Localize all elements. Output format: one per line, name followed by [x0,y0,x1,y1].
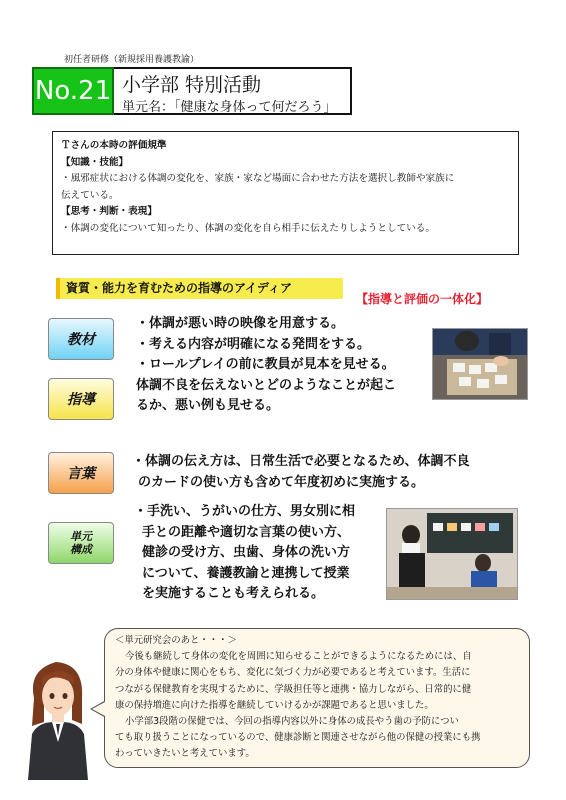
label-unit-structure-line1: 単元 [70,530,92,543]
label-unit-structure-line2: 構成 [70,543,92,556]
reflection-line: つながる保健教育を実現するために、学級担任等と連携・協力しながら、日常的に健 [115,683,472,695]
label-guidance [48,378,114,420]
evaluation-criteria-box [52,131,519,255]
criteria-line: 伝えている。 [61,189,119,201]
text-line: 健診の受け方、虫歯、身体の洗い方 [142,545,351,560]
criteria-line: ・体調の変化について知ったり、体調の変化を自ら相手に伝えたりしようとしている。 [61,222,435,234]
text-line: 手との距離や適切な言葉の使い方、 [142,524,351,540]
reflection-line: 康の保持増進に向けた指導を継続していけるかが課題であると思いました。 [115,699,434,711]
criteria-line: ・風邪症状における体調の変化を、家族・家など場面に合わせた方法を選択し教師や家族に [61,173,455,185]
speech-tail-inner [92,702,105,716]
reflection-line: 小学部3段階の保健では、今回の指導内容以外に身体の成長やう歯の予防につい [125,716,459,728]
label-language [48,452,114,494]
reflection-line: わっていきたいと考えています。 [115,748,255,760]
criteria-section-knowledge: 【知識・技能】 [61,156,129,168]
reflection-heading: ＜単元研究会のあと・・・＞ [115,635,237,646]
text-line: ・体調が悪い時の映像を用意する。 [136,316,345,331]
label-language-text: 言葉 [67,466,95,482]
unit-name: 単元名：「健康な身体って何だろう」 [122,100,337,115]
reflection-line: ても取り扱うことになっているので、健康診断と関連させながら他の保健の授業にも携 [115,732,481,744]
integration-badge: 【指導と評価の一体化】 [356,292,489,306]
text-line: について、養護教諭と連携して授業 [142,565,350,581]
criteria-section-thinking: 【思考・判断・表現】 [61,206,157,218]
page-title: 小学部 特別活動 [122,74,262,96]
training-subtitle: 初任者研修（新規採用養護教諭） [64,55,200,65]
text-line: るか、悪い例も見せる。 [136,398,280,413]
text-line: 体調不良を伝えないとどのようなことが起こ [136,377,397,393]
teacher-illustration [16,650,100,780]
ideas-block-unit-structure [134,502,355,605]
label-guidance-text: 指導 [67,392,95,408]
text-line: のカードの使い方も含めて年度初めに実施する。 [138,474,425,490]
label-unit-structure [48,522,114,564]
text-line: ・体調の伝え方は、日常生活で必要となるため、体調不良 [132,454,470,469]
text-line: ・考える内容が明確になる発問をする。 [136,336,371,352]
reflection-speech-bubble [104,628,530,768]
text-line: ・ロールプレイの前に教員が見本を見せる。 [136,357,395,372]
text-line: ・手洗い、うがいの仕方、男女別に相 [134,504,356,519]
classroom-photo-cards [432,328,528,400]
text-line: を実施することも考えられる。 [142,586,325,601]
reflection-line: 今後も継続して身体の変化を周囲に知らせることができるようになるためには、自 [125,651,472,663]
ideas-banner: 資質・能力を育むための指導のアイディア [56,278,343,299]
label-materials-text: 教材 [67,332,95,348]
classroom-photo-lesson [386,508,518,600]
number-badge [32,67,114,115]
criteria-intro: Ｔさんの本時の評価規準 [61,140,167,151]
reflection-line: 分の身体や健康に関心をもち、変化に気づく力が必要であると考えています。生活に [115,667,471,679]
ideas-block-materials [136,314,396,417]
label-materials [48,318,114,360]
ideas-block-language [132,452,469,493]
number-label: No.21 [34,76,112,106]
